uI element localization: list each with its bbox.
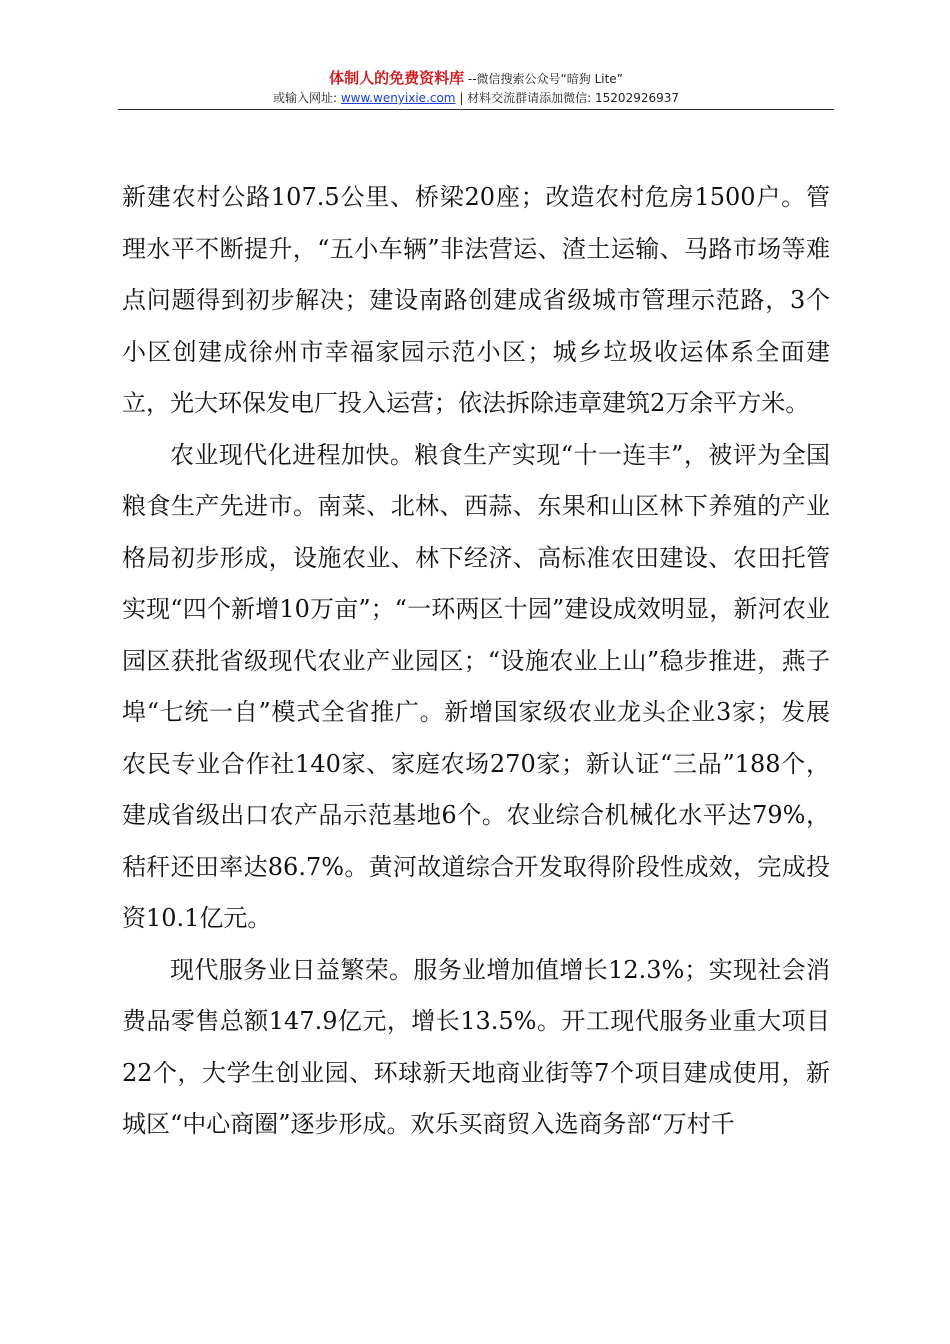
header-url-link[interactable]: www.wenyixie.com	[340, 91, 456, 105]
paragraph-services: 现代服务业日益繁荣。服务业增加值增长12.3%；实现社会消费品零售总额147.9亿元，增长13.5%。开工现代服务业重大项目22个，大学生创业园、环球新天地商业街等7个项目建成使用，新城区“中心商圈”逐步形成。欢乐买商贸入选商务部“万村千	[122, 955, 830, 1138]
page-header	[118, 68, 834, 107]
paragraph-continuation: 新建农村公路107.5公里、桥梁20座；改造农村危房1500户。管理水平不断提升，“五小车辆”非法营运、渣土运输、马路市场等难点问题得到初步解决；建设南路创建成省级城市管理示范路，3个小区创建成徐州市幸福家园示范小区；城乡垃圾收运体系全面建立，光大环保发电厂投入运营；依法拆除违章建筑2万余平方米。	[122, 183, 830, 417]
header-tagline: --微信搜索公众号“暗狗 Lite”	[464, 72, 623, 86]
header-url-prefix: 或输入网址:	[272, 91, 341, 105]
paragraph-agriculture: 农业现代化进程加快。粮食生产实现“十一连丰”，被评为全国粮食生产先进市。南菜、北林、西蒜、东果和山区林下养殖的产业格局初步形成，设施农业、林下经济、高标准农田建设、农田托管实现“四个新增10万亩”；“一环两区十园”建设成效明显，新河农业园区获批省级现代农业产业园区；“设施农业上山”稳步推进，燕子埠“七统一自”模式全省推广。新增国家级农业龙头企业3家；发展农民专业合作社140家、家庭农场270家；新认证“三品”188个，建成省级出口农产品示范基地6个。农业综合机械化水平达79%，秸秆还田率达86.7%。黄河故道综合开发取得阶段性成效，完成投资10.1亿元。	[122, 440, 830, 932]
header-title-line	[118, 68, 834, 89]
document-body	[122, 172, 830, 1151]
header-brand: 体制人的免费资料库	[329, 69, 465, 87]
header-url-line	[118, 89, 834, 107]
header-url-suffix: | 材料交流群请添加微信: 15202926937	[455, 91, 680, 105]
header-divider	[118, 109, 834, 110]
